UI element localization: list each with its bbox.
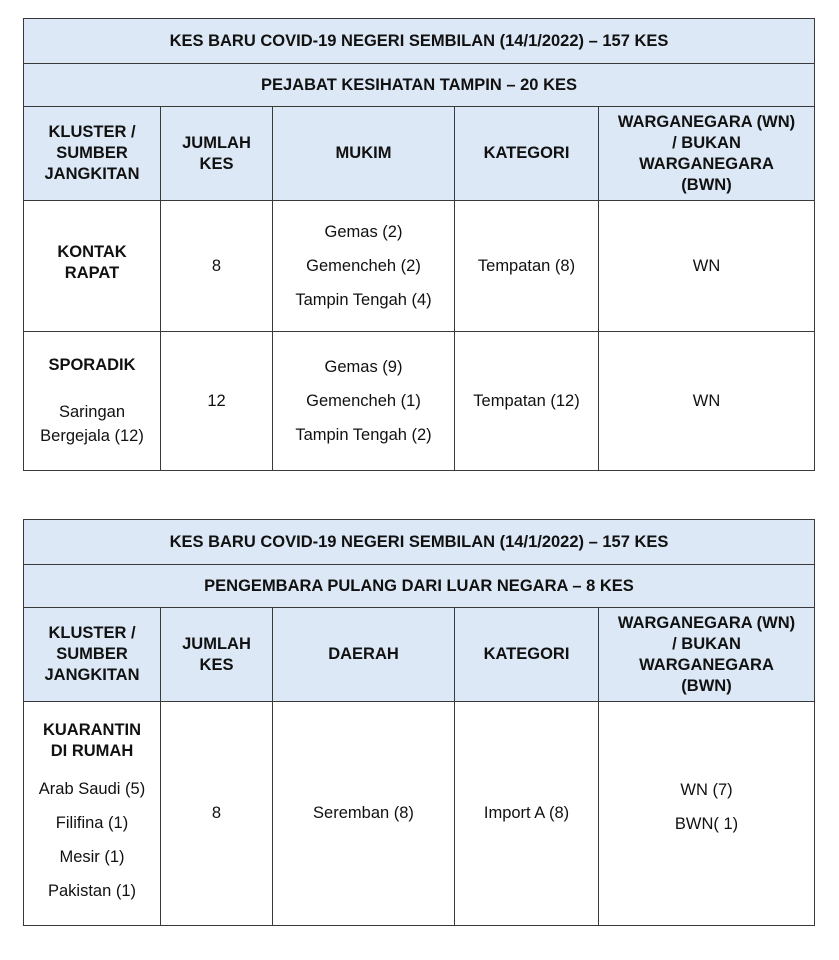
wn-cell: WN — [599, 332, 815, 471]
kategori-cell: Tempatan (8) — [455, 201, 599, 332]
header-kategori: KATEGORI — [455, 107, 599, 201]
table-title: KES BARU COVID-19 NEGERI SEMBILAN (14/1/2022) – 157 KES — [24, 520, 815, 565]
wn-cell: WN (7) BWN( 1) — [599, 702, 815, 926]
table-row — [24, 332, 815, 471]
table-title: KES BARU COVID-19 NEGERI SEMBILAN (14/1/2022) – 157 KES — [24, 19, 815, 64]
jumlah-cell: 8 — [161, 702, 273, 926]
tampin-cases-table — [23, 18, 815, 471]
header-kluster: KLUSTER / SUMBER JANGKITAN — [24, 107, 161, 201]
table-subtitle-row — [24, 64, 815, 107]
header-jumlah: JUMLAH KES — [161, 107, 273, 201]
table-header-row — [24, 608, 815, 702]
kluster-cell: SPORADIK Saringan Bergejala (12) — [24, 332, 161, 471]
kluster-cell: KONTAK RAPAT — [24, 201, 161, 332]
wn-cell: WN — [599, 201, 815, 332]
table-subtitle: PEJABAT KESIHATAN TAMPIN – 20 KES — [24, 64, 815, 107]
table-row — [24, 201, 815, 332]
header-warganegara: WARGANEGARA (WN) / BUKAN WARGANEGARA (BWN) — [599, 608, 815, 702]
table-row — [24, 702, 815, 926]
daerah-cell: Seremban (8) — [273, 702, 455, 926]
header-warganegara: WARGANEGARA (WN) / BUKAN WARGANEGARA (BWN) — [599, 107, 815, 201]
mukim-cell: Gemas (2) Gemencheh (2) Tampin Tengah (4) — [273, 201, 455, 332]
kategori-cell: Import A (8) — [455, 702, 599, 926]
table-subtitle: PENGEMBARA PULANG DARI LUAR NEGARA – 8 KES — [24, 565, 815, 608]
kluster-cell: KUARANTIN DI RUMAH Arab Saudi (5) Filifina (1) Mesir (1) Pakistan (1) — [24, 702, 161, 926]
table-title-row — [24, 19, 815, 64]
header-daerah: DAERAH — [273, 608, 455, 702]
mukim-cell: Gemas (9) Gemencheh (1) Tampin Tengah (2) — [273, 332, 455, 471]
travellers-cases-table — [23, 519, 815, 926]
table-title-row — [24, 520, 815, 565]
table-header-row — [24, 107, 815, 201]
table-subtitle-row — [24, 565, 815, 608]
jumlah-cell: 12 — [161, 332, 273, 471]
header-jumlah: JUMLAH KES — [161, 608, 273, 702]
kategori-cell: Tempatan (12) — [455, 332, 599, 471]
header-kluster: KLUSTER / SUMBER JANGKITAN — [24, 608, 161, 702]
header-kategori: KATEGORI — [455, 608, 599, 702]
header-mukim: MUKIM — [273, 107, 455, 201]
jumlah-cell: 8 — [161, 201, 273, 332]
